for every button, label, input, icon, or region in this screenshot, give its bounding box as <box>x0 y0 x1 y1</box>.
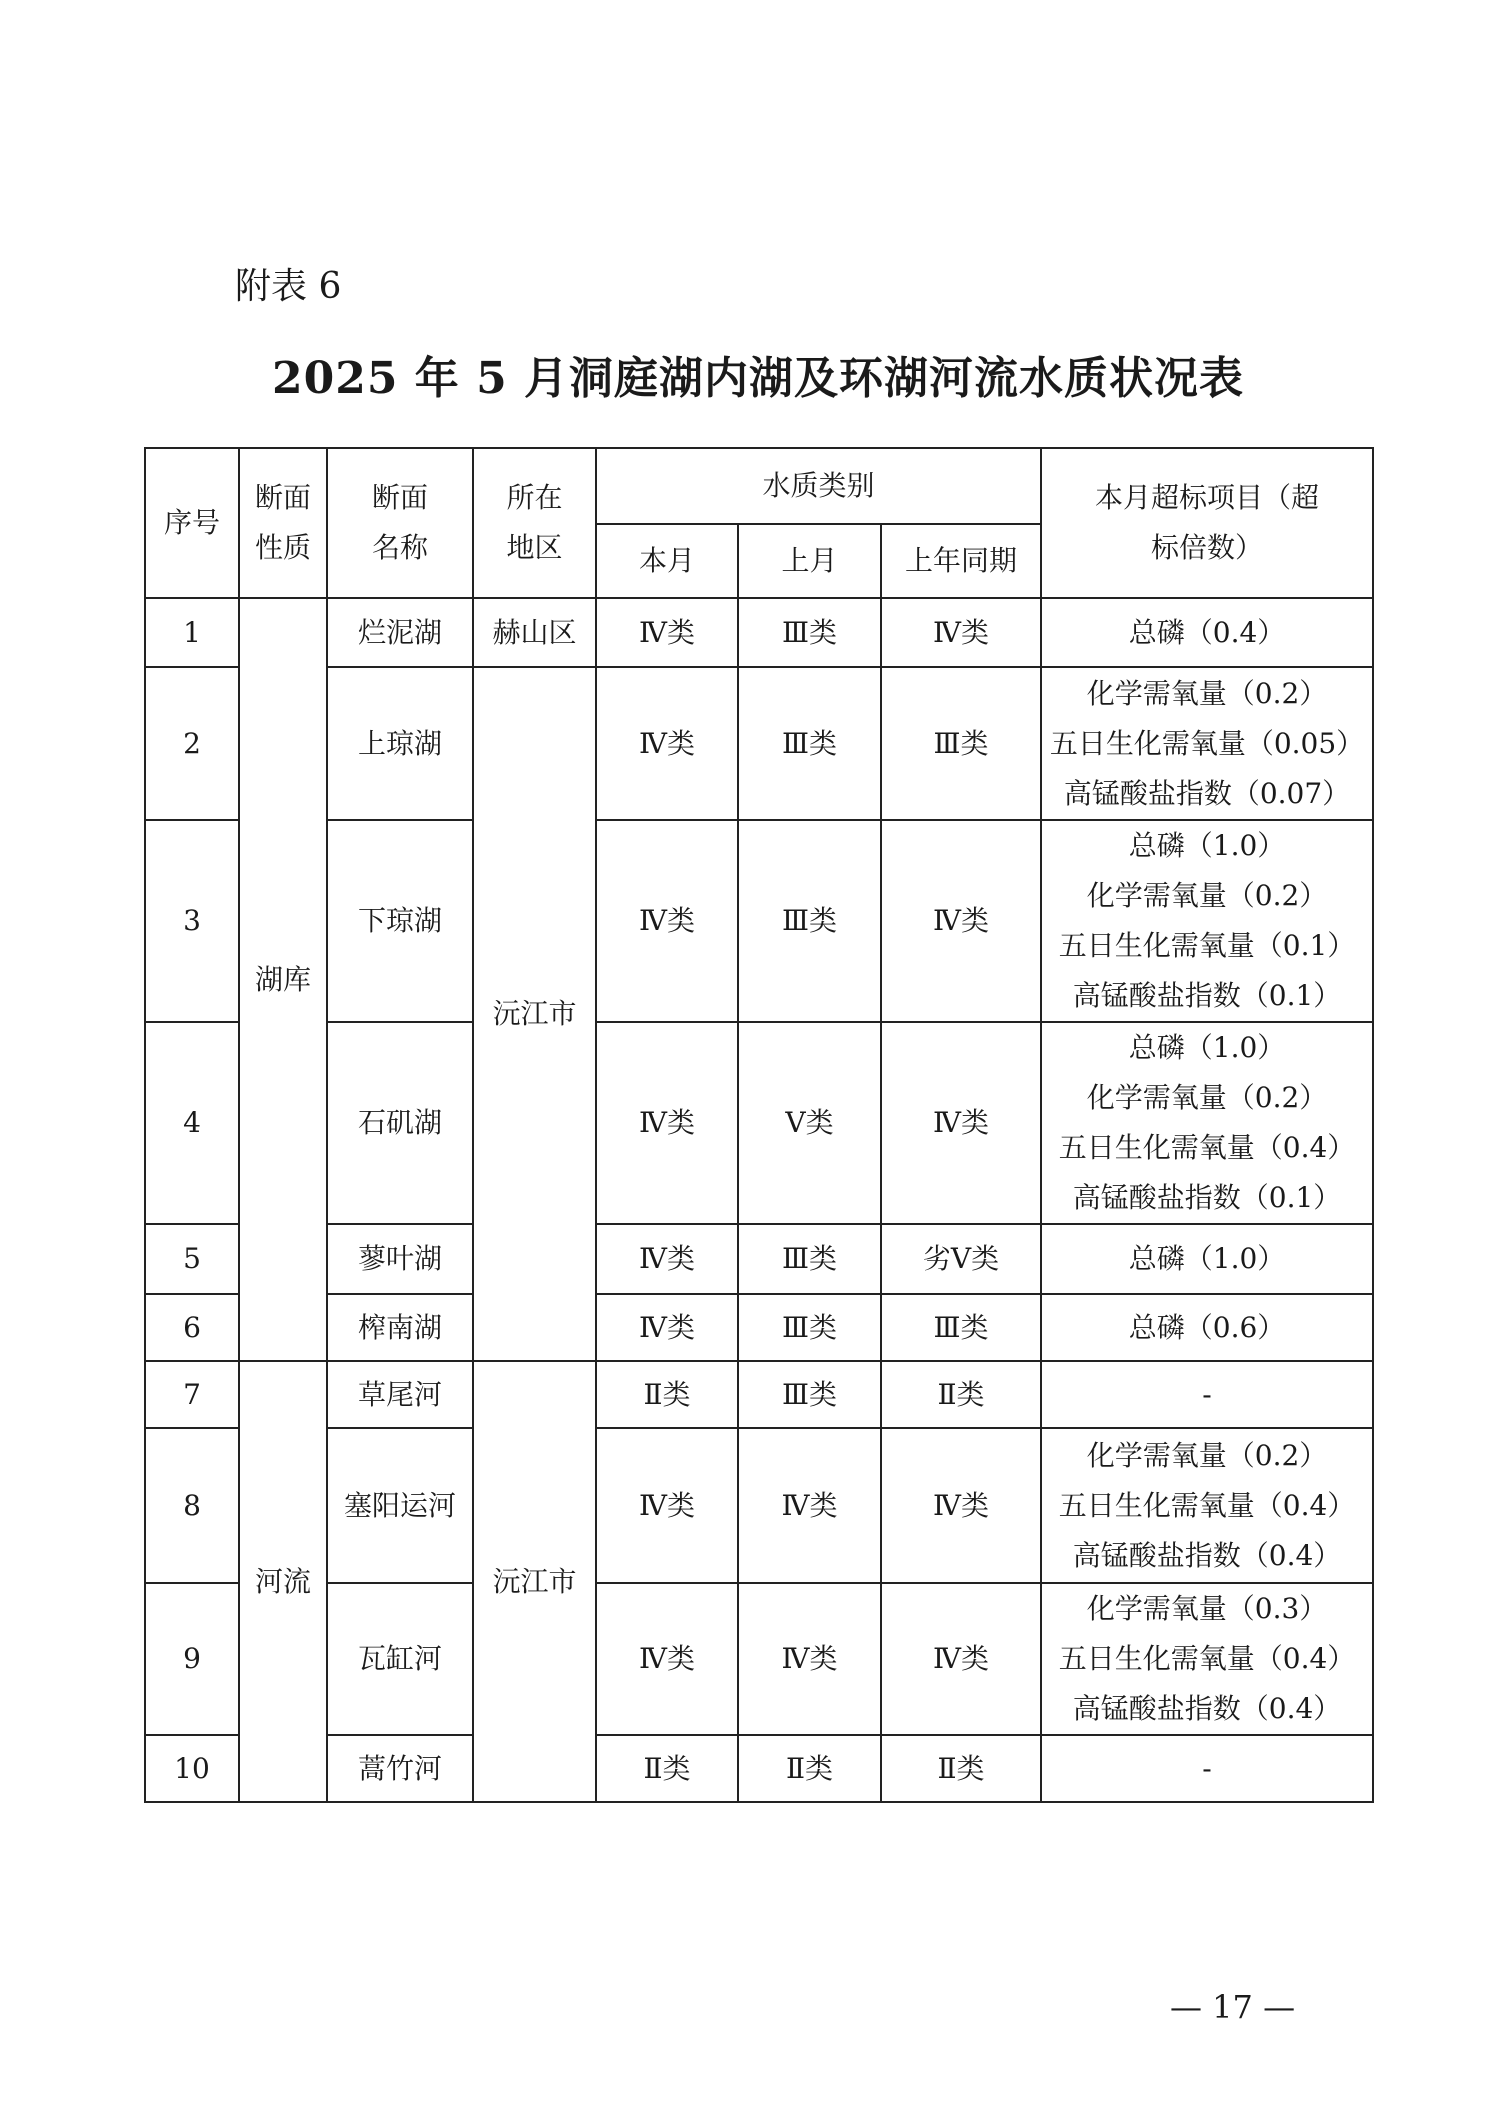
cell-last-month: Ⅳ类 <box>738 1428 881 1583</box>
cell-last-year: Ⅳ类 <box>881 1583 1041 1735</box>
cell-region: 赫山区 <box>473 598 596 667</box>
cell-last-month: Ⅲ类 <box>738 820 881 1022</box>
cell-region: 沅江市 <box>473 667 596 1361</box>
cell-name: 蒿竹河 <box>327 1735 473 1802</box>
cell-this-month: Ⅳ类 <box>596 1022 738 1224</box>
cell-last-year: 劣Ⅴ类 <box>881 1224 1041 1294</box>
cell-name: 草尾河 <box>327 1361 473 1428</box>
cell-last-month: Ⅲ类 <box>738 598 881 667</box>
exceed-item: 总磷（1.0） <box>1128 1242 1286 1275</box>
cell-seq: 4 <box>145 1022 239 1224</box>
cell-last-month: Ⅲ类 <box>738 667 881 820</box>
cell-last-year: Ⅳ类 <box>881 598 1041 667</box>
table-row <box>145 1361 1373 1428</box>
cell-seq: 2 <box>145 667 239 820</box>
exceed-item: 化学需氧量（0.2） <box>1086 1438 1328 1472</box>
exceed-item: 高锰酸盐指数（0.07） <box>1063 776 1351 810</box>
exceed-item: 高锰酸盐指数（0.4） <box>1072 1538 1342 1572</box>
exceed-item: 五日生化需氧量（0.05） <box>1049 726 1365 760</box>
cell-seq: 5 <box>145 1224 239 1294</box>
cell-exceed <box>1041 667 1373 820</box>
cell-this-month: Ⅳ类 <box>596 1583 738 1735</box>
table-row <box>145 820 1373 1022</box>
cell-this-month: Ⅱ类 <box>596 1735 738 1802</box>
page-number: — 17 — <box>1170 1988 1296 2026</box>
exceed-item: 化学需氧量（0.3） <box>1086 1592 1328 1625</box>
cell-type: 河流 <box>239 1361 327 1802</box>
cell-seq: 10 <box>145 1735 239 1802</box>
exceed-item: 总磷（1.0） <box>1128 1031 1286 1064</box>
cell-exceed <box>1041 1224 1373 1294</box>
cell-this-month: Ⅳ类 <box>596 1224 738 1294</box>
exceed-item: 五日生化需氧量（0.4） <box>1058 1488 1356 1522</box>
cell-last-year: Ⅱ类 <box>881 1361 1041 1428</box>
exceed-item: 总磷（1.0） <box>1128 829 1286 862</box>
cell-seq: 8 <box>145 1428 239 1583</box>
cell-name: 蓼叶湖 <box>327 1224 473 1294</box>
cell-type: 湖库 <box>239 598 327 1361</box>
cell-seq: 6 <box>145 1294 239 1361</box>
cell-seq: 9 <box>145 1583 239 1735</box>
table-row <box>145 1224 1373 1294</box>
exceed-item: 五日生化需氧量（0.4） <box>1058 1642 1356 1675</box>
cell-this-month: Ⅱ类 <box>596 1361 738 1428</box>
cell-name: 烂泥湖 <box>327 598 473 667</box>
exceed-item: - <box>1202 1377 1212 1411</box>
cell-last-year: Ⅱ类 <box>881 1735 1041 1802</box>
cell-last-year: Ⅲ类 <box>881 1294 1041 1361</box>
cell-name: 塞阳运河 <box>327 1428 473 1583</box>
cell-this-month: Ⅳ类 <box>596 820 738 1022</box>
cell-last-month: Ⅲ类 <box>738 1224 881 1294</box>
header-name: 断面名称 <box>327 448 473 598</box>
exceed-item: 化学需氧量（0.2） <box>1086 676 1328 710</box>
exceed-item: 高锰酸盐指数（0.1） <box>1072 1181 1342 1214</box>
cell-seq: 7 <box>145 1361 239 1428</box>
cell-exceed <box>1041 1022 1373 1224</box>
cell-this-month: Ⅳ类 <box>596 667 738 820</box>
exceed-item: 总磷（0.4） <box>1128 615 1286 649</box>
cell-last-year: Ⅲ类 <box>881 667 1041 820</box>
header-type: 断面性质 <box>239 448 327 598</box>
cell-name: 瓦缸河 <box>327 1583 473 1735</box>
cell-last-month: Ⅲ类 <box>738 1361 881 1428</box>
header-seq: 序号 <box>145 448 239 598</box>
exceed-item: 高锰酸盐指数（0.1） <box>1072 979 1342 1012</box>
table-row <box>145 1428 1373 1583</box>
cell-this-month: Ⅳ类 <box>596 1294 738 1361</box>
cell-name: 榨南湖 <box>327 1294 473 1361</box>
cell-name: 上琼湖 <box>327 667 473 820</box>
exceed-item: 高锰酸盐指数（0.4） <box>1072 1692 1342 1725</box>
exceed-item: 化学需氧量（0.2） <box>1086 1081 1328 1114</box>
cell-exceed <box>1041 1735 1373 1802</box>
header-this-month: 本月 <box>596 524 738 598</box>
cell-exceed <box>1041 820 1373 1022</box>
appendix-label: 附表 6 <box>235 266 342 307</box>
exceed-item: 五日生化需氧量（0.1） <box>1058 929 1356 962</box>
table-row <box>145 1735 1373 1802</box>
header-last-year: 上年同期 <box>881 524 1041 598</box>
cell-exceed <box>1041 1583 1373 1735</box>
cell-seq: 1 <box>145 598 239 667</box>
cell-last-year: Ⅳ类 <box>881 820 1041 1022</box>
cell-last-year: Ⅳ类 <box>881 1428 1041 1583</box>
table-row <box>145 1022 1373 1224</box>
cell-last-month: Ⅲ类 <box>738 1294 881 1361</box>
header-last-month: 上月 <box>738 524 881 598</box>
table-row <box>145 1294 1373 1361</box>
table-body <box>145 598 1373 1802</box>
cell-seq: 3 <box>145 820 239 1022</box>
table-row <box>145 667 1373 820</box>
cell-exceed <box>1041 598 1373 667</box>
cell-exceed <box>1041 1361 1373 1428</box>
cell-last-year: Ⅳ类 <box>881 1022 1041 1224</box>
header-class-group: 水质类别 <box>596 448 1041 524</box>
cell-exceed <box>1041 1294 1373 1361</box>
exceed-item: 总磷（0.6） <box>1128 1310 1286 1344</box>
cell-last-month: Ⅴ类 <box>738 1022 881 1224</box>
cell-exceed <box>1041 1428 1373 1583</box>
cell-name: 石矶湖 <box>327 1022 473 1224</box>
cell-name: 下琼湖 <box>327 820 473 1022</box>
cell-this-month: Ⅳ类 <box>596 598 738 667</box>
exceed-item: 五日生化需氧量（0.4） <box>1058 1131 1356 1164</box>
water-quality-table <box>144 447 1374 1803</box>
exceed-item: - <box>1202 1751 1212 1785</box>
header-region: 所在地区 <box>473 448 596 598</box>
cell-region: 沅江市 <box>473 1361 596 1802</box>
table-row <box>145 1583 1373 1735</box>
header-exceed: 本月超标项目（超标倍数） <box>1041 448 1373 598</box>
page-title: 2025 年 5 月洞庭湖内湖及环湖河流水质状况表 <box>271 353 1245 404</box>
cell-this-month: Ⅳ类 <box>596 1428 738 1583</box>
cell-last-month: Ⅳ类 <box>738 1583 881 1735</box>
table-row <box>145 598 1373 667</box>
cell-last-month: Ⅱ类 <box>738 1735 881 1802</box>
exceed-item: 化学需氧量（0.2） <box>1086 879 1328 912</box>
